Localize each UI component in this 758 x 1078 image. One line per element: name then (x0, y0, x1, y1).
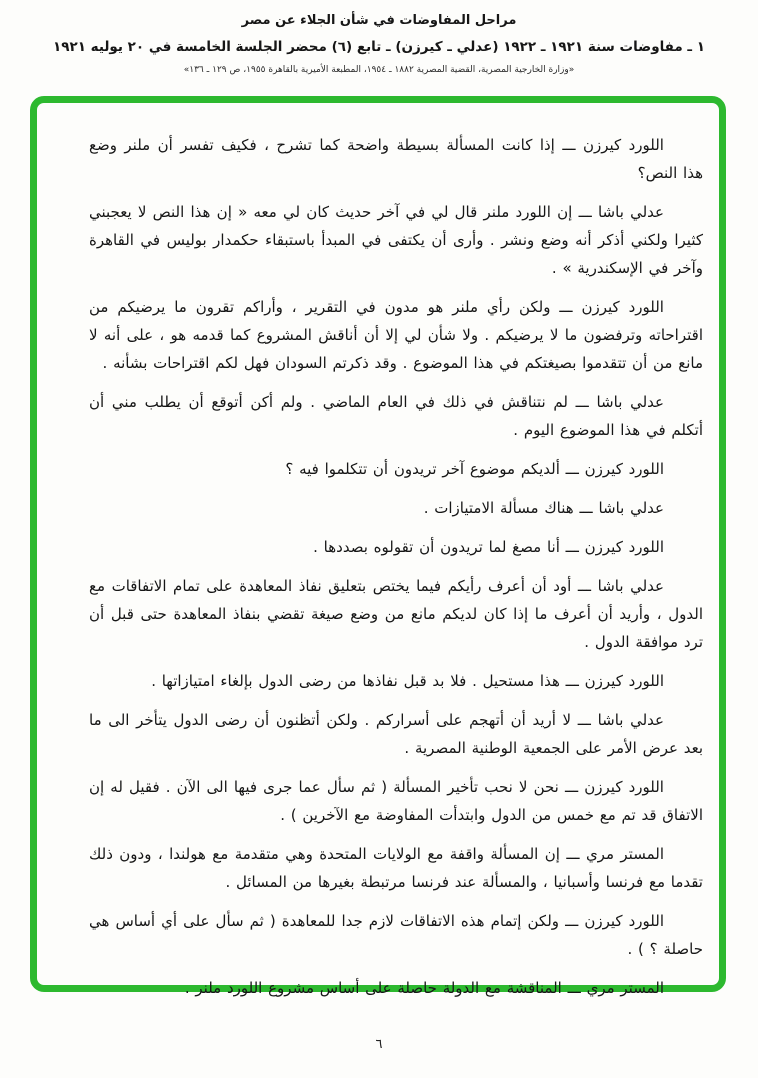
dash-separator: ـــ (565, 538, 579, 556)
dash-separator: ـــ (577, 711, 591, 729)
dash-separator: ـــ (579, 499, 593, 517)
page-number: ٦ (375, 1037, 383, 1052)
dialogue-paragraph (89, 572, 703, 656)
dialogue-paragraph (89, 533, 703, 561)
dash-separator: ـــ (564, 778, 579, 796)
dash-separator: ـــ (578, 203, 592, 221)
dialogue-paragraph (89, 494, 703, 522)
speaker-name: عدلي باشا (597, 711, 664, 729)
speaker-name: عدلي باشا (597, 577, 664, 595)
speaker-name: اللورد كيرزن (584, 672, 664, 690)
speech-text: ولكن إتمام هذه الاتفاقات لازم جدا للمعاهدة ( ثم سأل على أي أساس هي حاصلة ؟ ) . (89, 912, 703, 958)
speaker-name: عدلي باشا (598, 499, 664, 517)
dialogue-paragraph (89, 840, 703, 896)
speech-text: أود أن أعرف رأيكم فيما يختص بتعليق نفاذ المعاهدة على تمام الاتفاقات مع الدول ، وأريد أن أعرف ما إذا كان لديكم مانع من وضع صيغة تقضي بنفاذ المعاهدة حتى قبل أن ترد موافقة الدول . (89, 577, 703, 651)
speaker-name: المستر مري (585, 845, 664, 863)
highlight-border (30, 96, 726, 997)
dialogue-paragraph (89, 974, 703, 1002)
dialogue-paragraph (89, 455, 703, 483)
dash-separator: ـــ (562, 136, 576, 154)
dash-separator: ـــ (566, 845, 580, 863)
speech-text: إن المسألة واقفة مع الولايات المتحدة وهي متقدمة مع هولندا ، ودون ذلك تقدما مع فرنسا وأسبانيا ، والمسألة عند فرنسا مرتبطة بغيرها من المسائل . (89, 845, 703, 891)
dialogue-paragraph (89, 293, 703, 377)
dash-separator: ـــ (559, 298, 573, 316)
dash-separator: ـــ (567, 979, 581, 997)
speech-text: لم نتناقش في ذلك في العام الماضي . ولم أكن أتوقع أن يطلب مني أن أتكلم في هذا الموضوع اليوم . (89, 393, 703, 439)
dialogue-paragraph (89, 706, 703, 762)
speech-text: ولكن رأي ملنر هو مدون في التقرير ، وأراكم تقرون ما يرضيكم من اقتراحاته وترفضون ما لا يرضيكم . ولا شأن لي إلا أن أناقش المشروع كما قدمه هو ، على أنه لا مانع من أن تتقدموا بصيغتكم في هذا الموضوع . وقد ذكرتم السودان فهل لكم اقتراحات بشأنه . (89, 298, 703, 372)
dialogue-paragraph (89, 131, 703, 187)
dash-separator: ـــ (565, 460, 579, 478)
speaker-name: عدلي باشا (596, 393, 664, 411)
speech-text: إن اللورد ملنر قال لي في آخر حديث كان لي معه « إن هذا النص لا يعجبني كثيرا ولكني أذكر أنه وضع ونشر . وأرى أن يكتفى في المبدأ باستبقاء حكمدار بوليس في القاهرة وآخر في الإسكندرية » . (89, 203, 703, 277)
dialogue-paragraph (89, 388, 703, 444)
speech-text: ألديكم موضوع آخر تريدون أن تتكلموا فيه ؟ (285, 460, 560, 478)
speech-text: المناقشة مع الدولة حاصلة على أساس مشروع اللورد ملنر . (184, 979, 562, 997)
speaker-name: اللورد كيرزن (582, 136, 664, 154)
document-subtitle: ١ ـ مفاوضات سنة ١٩٢١ ـ ١٩٢٢ (عدلي ـ كيرزن) ـ تابع (٦) محضر الجلسة الخامسة في ٢٠ يوليه ١٩٢١ (53, 39, 705, 55)
dialogue-paragraph (89, 773, 703, 829)
speaker-name: عدلي باشا (597, 203, 664, 221)
speech-text: هناك مسألة الامتيازات . (423, 499, 574, 517)
dialogue-paragraph (89, 907, 703, 963)
dialogue-paragraph (89, 198, 703, 282)
speaker-name: اللورد كيرزن (584, 912, 664, 930)
dash-separator: ـــ (577, 577, 592, 595)
dash-separator: ـــ (565, 912, 579, 930)
speaker-name: اللورد كيرزن (584, 538, 664, 556)
speech-text: لا أريد أن أتهجم على أسراركم . ولكن أتظنون أن رضى الدول يتأخر الى ما بعد عرض الأمر على الجمعية الوطنية المصرية . (89, 711, 703, 757)
speech-text: إذا كانت المسألة بسيطة واضحة كما تشرح ، فكيف تفسر أن ملنر وضع هذا النص؟ (89, 136, 703, 182)
speaker-name: اللورد كيرزن (584, 460, 664, 478)
dash-separator: ـــ (565, 672, 579, 690)
document-title: مراحل المفاوضات في شأن الجلاء عن مصر (241, 13, 517, 28)
source-citation: «وزارة الخارجية المصرية، القضية المصرية ١٨٨٢ ـ ١٩٥٤، المطبعة الأميرية بالقاهرة ١٩٥٥، ص ١٢٩ ـ ١٣٦» (183, 65, 575, 75)
speaker-name: اللورد كيرزن (584, 778, 664, 796)
speaker-name: اللورد كيرزن (581, 298, 664, 316)
speaker-name: المستر مري (586, 979, 664, 997)
speech-text: أنا مصغ لما تريدون أن تقولوه بصددها . (313, 538, 560, 556)
document-header (0, 0, 758, 75)
dash-separator: ـــ (575, 393, 589, 411)
speech-text: هذا مستحيل . فلا بد قبل نفاذها من رضى الدول بإلغاء امتيازاتها . (151, 672, 560, 690)
dialogue-paragraph (89, 667, 703, 695)
speech-text: نحن لا نحب تأخير المسألة ( ثم سأل عما جرى فيها الى الآن . فقيل له إن الاتفاق قد تم مع خمس من الدول وابتدأت المفاوضة مع الآخرين ) . (89, 778, 703, 824)
